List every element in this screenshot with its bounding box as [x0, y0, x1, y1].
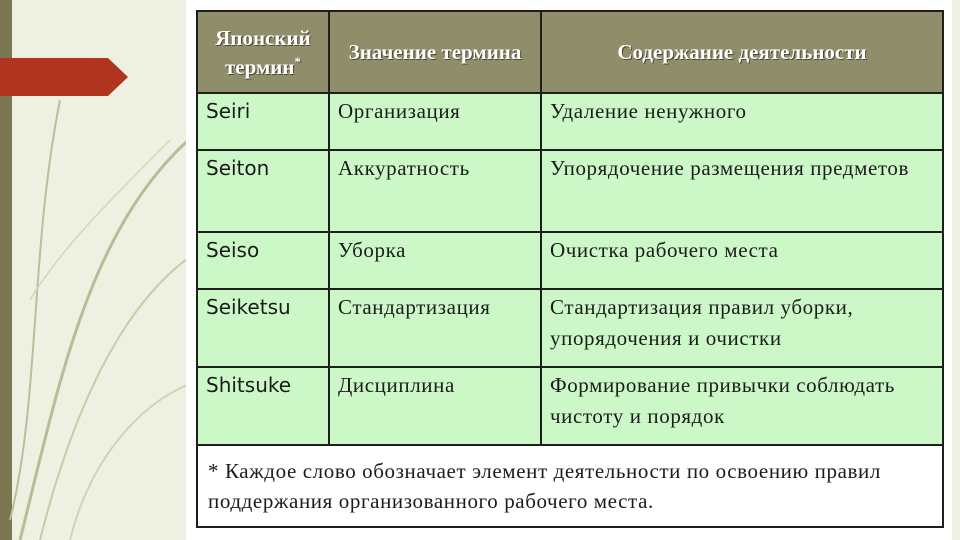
table-row [197, 93, 943, 150]
header-term: Японский термин* [197, 11, 329, 93]
header-meaning: Значение термина [329, 11, 541, 93]
footnote-row [197, 445, 943, 527]
five-s-table [196, 10, 944, 528]
cell-meaning: Уборка [329, 232, 541, 289]
cell-activity: Стандартизация правил уборки, упорядочения и очистки [541, 289, 943, 367]
cell-meaning: Организация [329, 93, 541, 150]
cell-activity: Очистка рабочего места [541, 232, 943, 289]
table-header-row [197, 11, 943, 93]
cell-activity: Удаление ненужного [541, 93, 943, 150]
footnote-text: * Каждое слово обозначает элемент деятельности по освоению правил поддержания организованного рабочего места. [197, 445, 943, 527]
cell-term: Seiri [197, 93, 329, 150]
cell-meaning: Дисциплина [329, 367, 541, 445]
table-row [197, 232, 943, 289]
table-row [197, 150, 943, 232]
cell-term: Seiso [197, 232, 329, 289]
cell-term: Shitsuke [197, 367, 329, 445]
table-row [197, 367, 943, 445]
cell-meaning: Стандартизация [329, 289, 541, 367]
cell-term: Seiketsu [197, 289, 329, 367]
cell-activity: Упорядочение размещения предметов [541, 150, 943, 232]
cell-term: Seiton [197, 150, 329, 232]
header-term-asterisk: * [294, 53, 301, 69]
table-row [197, 289, 943, 367]
cell-meaning: Аккуратность [329, 150, 541, 232]
cell-activity: Формирование привычки соблюдать чистоту и порядок [541, 367, 943, 445]
arrow-tab-icon [0, 58, 128, 96]
header-activity: Содержание деятельности [541, 11, 943, 93]
